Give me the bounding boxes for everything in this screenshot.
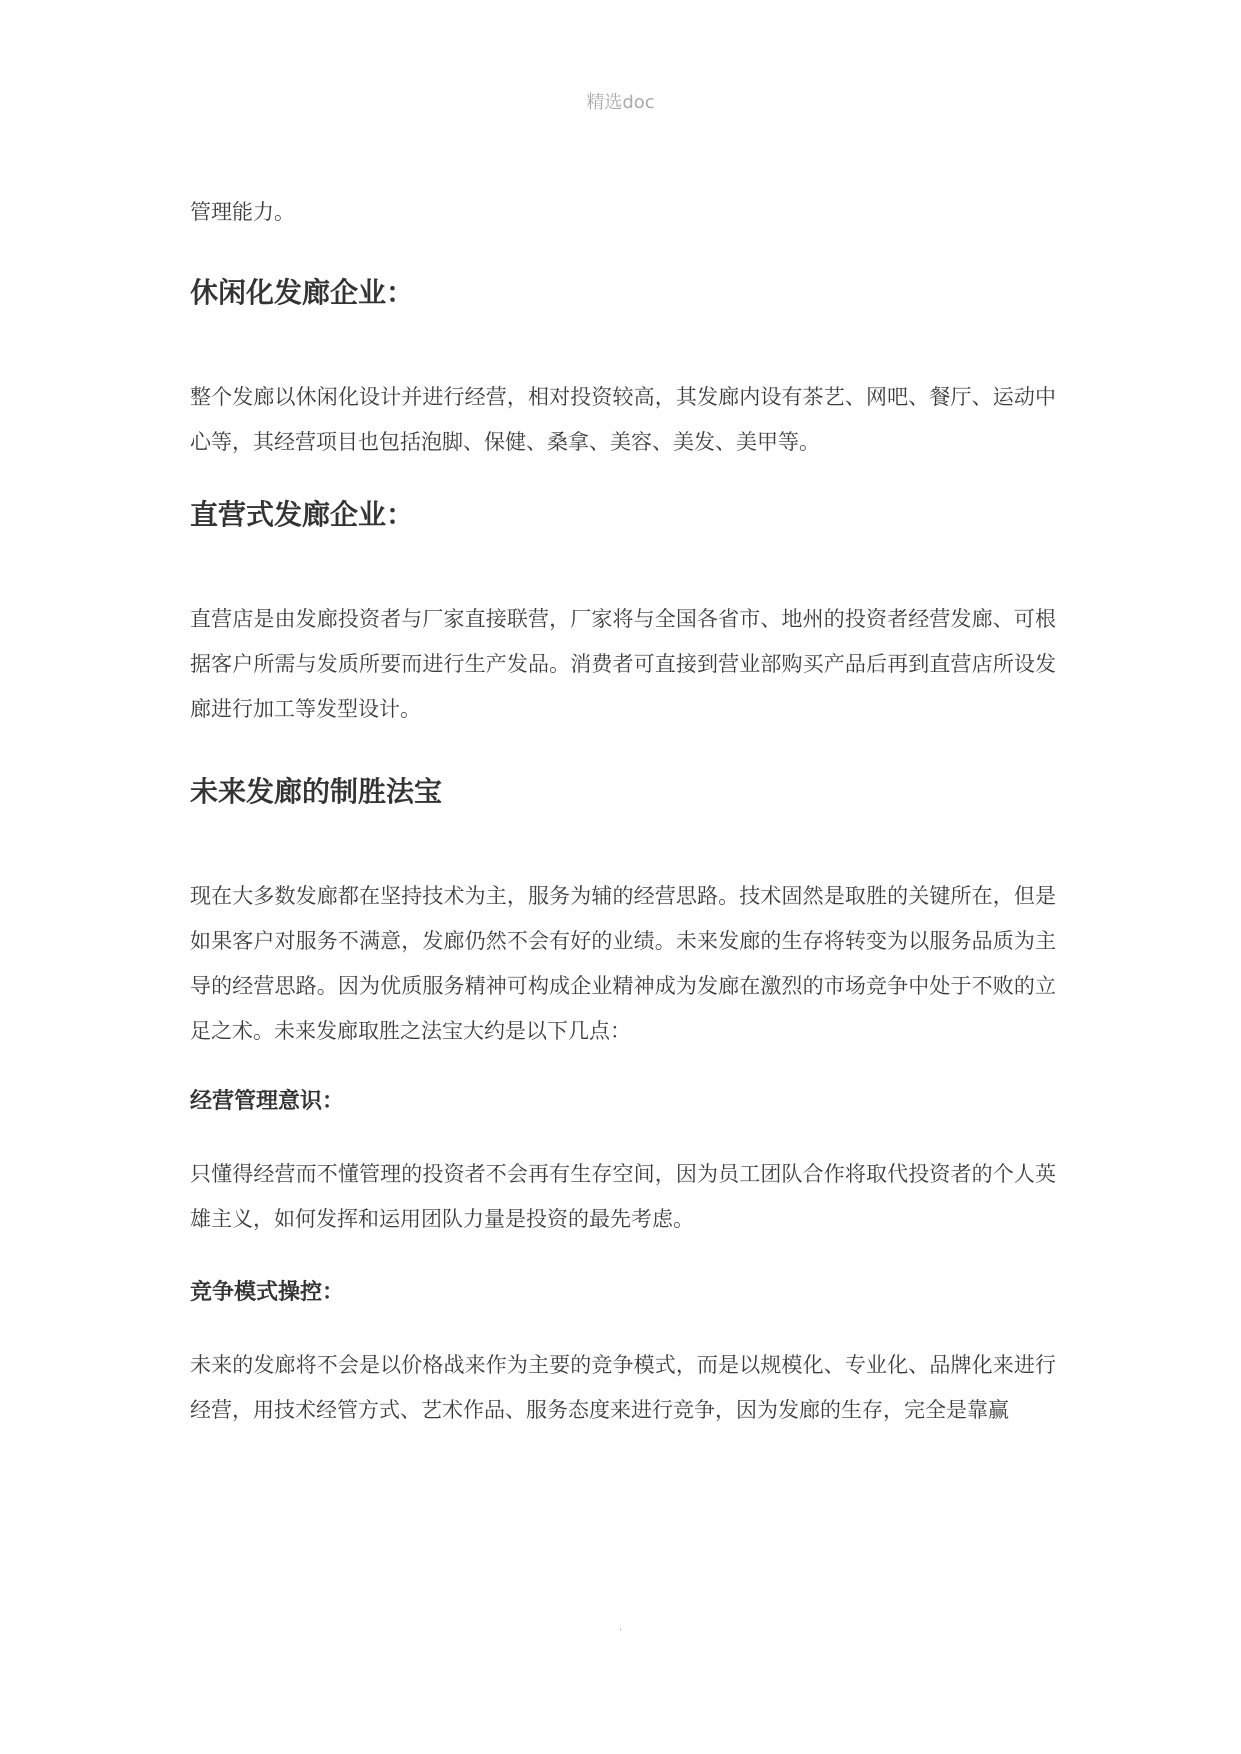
document-body bbox=[190, 190, 1056, 1433]
subheading-management: 经营管理意识： bbox=[190, 1089, 345, 1114]
heading-direct-salon: 直营式发廊企业： bbox=[190, 498, 415, 531]
paragraph-competition: 未来的发廊将不会是以价格战来作为主要的竞争模式，而是以规模化、专业化、品牌化来进行经营，用技术经管方式、艺术作品、服务态度来进行竞争，因为发廊的生存，完全是靠赢 bbox=[190, 1353, 1056, 1422]
paragraph-continuation: 管理能力。 bbox=[190, 200, 295, 224]
paragraph-leisure-salon: 整个发廊以休闲化设计并进行经营，相对投资较高，其发廊内设有茶艺、网吧、餐厅、运动中心等，其经营项目也包括泡脚、保健、桑拿、美容、美发、美甲等。 bbox=[190, 385, 1056, 454]
paragraph-future-salon: 现在大多数发廊都在坚持技术为主，服务为辅的经营思路。技术固然是取胜的关键所在，但是如果客户对服务不满意，发廊仍然不会有好的业绩。未来发廊的生存将转变为以服务品质为主导的经营思路。因为优质服务精神可构成企业精神成为发廊在激烈的市场竞争中处于不败的立足之术。未来发廊取胜之法宝大约是以下几点： bbox=[190, 884, 1056, 1043]
heading-leisure-salon: 休闲化发廊企业： bbox=[190, 276, 415, 309]
page-footer: . bbox=[619, 1622, 623, 1633]
page-header: 精选doc bbox=[586, 92, 655, 113]
paragraph-direct-salon: 直营店是由发廊投资者与厂家直接联营，厂家将与全国各省市、地州的投资者经营发廊、可根据客户所需与发质所要而进行生产发品。消费者可直接到营业部购买产品后再到直营店所设发廊进行加工等发型设计。 bbox=[190, 607, 1056, 721]
subheading-competition: 竞争模式操控： bbox=[190, 1280, 345, 1305]
heading-future-salon: 未来发廊的制胜法宝 bbox=[190, 775, 443, 808]
paragraph-management: 只懂得经营而不懂管理的投资者不会再有生存空间，因为员工团队合作将取代投资者的个人英雄主义，如何发挥和运用团队力量是投资的最先考虑。 bbox=[190, 1162, 1056, 1231]
